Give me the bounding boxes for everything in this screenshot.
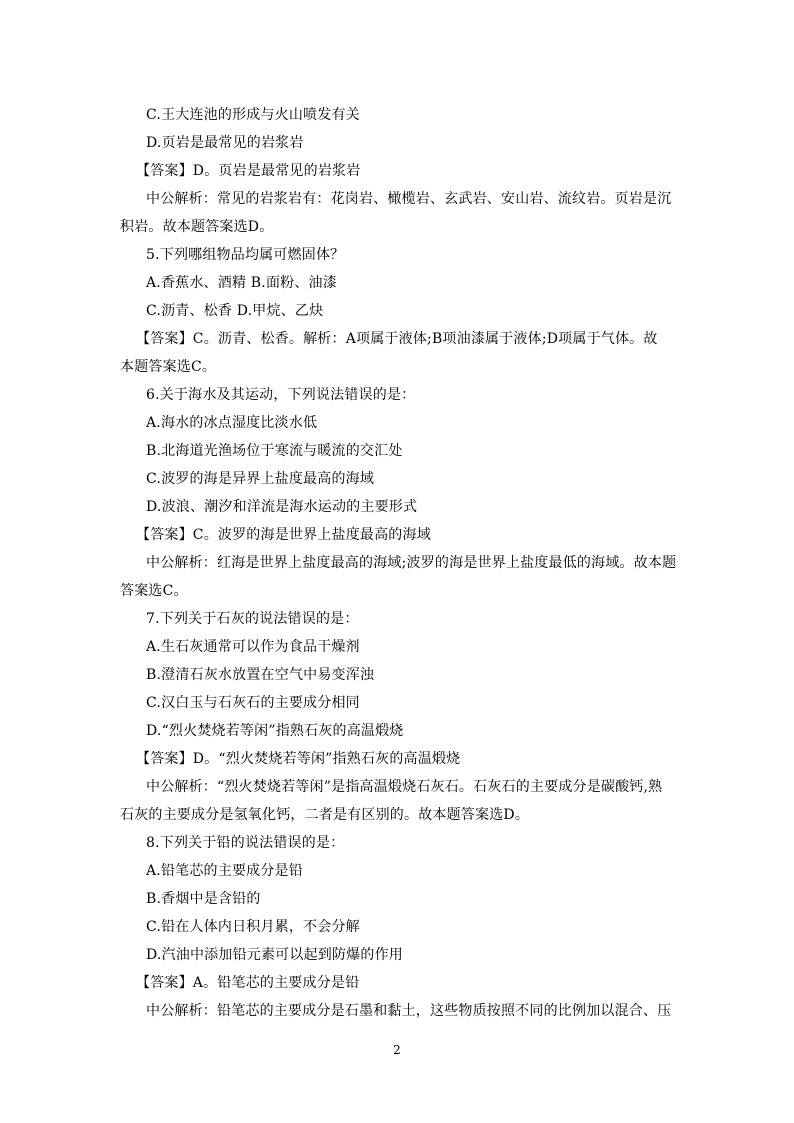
option-d-q6: D.波浪、潮汐和洋流是海水运动的主要形式 (146, 499, 418, 515)
analysis-q7-line1: 中公解析：“烈火焚烧若等闲”是指高温煅烧石灰石。石灰石的主要成分是碳酸钙,熟 (146, 779, 663, 795)
options-cd-q5: C.沥青、松香 D.甲烷、乙炔 (146, 303, 324, 319)
analysis-q4-line1: 中公解析：常见的岩浆岩有：花岗岩、橄榄岩、玄武岩、安山岩、流纹岩。页岩是沉 (146, 191, 672, 207)
answer-q6: 【答案】C。波罗的海是世界上盐度最高的海域 (136, 527, 431, 543)
option-a-q8: A.铅笔芯的主要成分是铅 (146, 863, 303, 879)
option-b-q8: B.香烟中是含铅的 (146, 891, 261, 907)
option-c-q4: C.王大连池的形成与火山喷发有关 (146, 107, 360, 123)
question-5: 5.下列哪组物品均属可燃固体？ (146, 247, 345, 263)
option-b-q7: B.澄清石灰水放置在空气中易变浑浊 (146, 667, 375, 683)
option-c-q7: C.汉白玉与石灰石的主要成分相同 (146, 695, 360, 711)
question-6: 6.关于海水及其运动，下列说法错误的是： (146, 387, 416, 403)
option-c-q6: C.波罗的海是异界上盐度最高的海域 (146, 471, 375, 487)
option-d-q8: D.汽油中添加铅元素可以起到防爆的作用 (146, 947, 403, 963)
answer-q8: 【答案】A。铅笔芯的主要成分是铅 (136, 975, 360, 991)
analysis-q6-line2: 答案选C。 (120, 583, 188, 599)
answer-q4: 【答案】D。页岩是最常见的岩浆岩 (136, 163, 361, 179)
option-d-q4: D.页岩是最常见的岩浆岩 (146, 135, 304, 151)
options-ab-q5: A.香蕉水、酒精 B.面粉、油漆 (146, 275, 337, 291)
option-a-q6: A.海水的冰点湿度比淡水低 (146, 415, 318, 431)
answer-q7: 【答案】D。“烈火焚烧若等闲”指熟石灰的高温煅烧 (136, 751, 461, 767)
answer-q5-line2: 本题答案选C。 (120, 359, 217, 375)
page-number: 2 (393, 1043, 401, 1057)
analysis-q7-line2: 石灰的主要成分是氢氧化钙，二者是有区别的。故本题答案选D。 (120, 807, 530, 823)
analysis-q8-line1: 中公解析：铅笔芯的主要成分是石墨和黏土，这些物质按照不同的比例加以混合、压 (146, 1003, 672, 1019)
question-7: 7.下列关于石灰的说法错误的是： (146, 611, 359, 627)
option-a-q7: A.生石灰通常可以作为食品干燥剂 (146, 639, 360, 655)
analysis-q4-line2: 积岩。故本题答案选D。 (120, 219, 274, 235)
analysis-q6-line1: 中公解析：红海是世界上盐度最高的海域;波罗的海是世界上盐度最低的海域。故本题 (146, 555, 677, 571)
option-c-q8: C.铅在人体内日积月累，不会分解 (146, 919, 360, 935)
answer-q5-line1: 【答案】C。沥青、松香。解析：A项属于液体;B项油漆属于液体;D项属于气体。故 (136, 331, 658, 347)
option-b-q6: B.北海道光渔场位于寒流与暖流的交汇处 (146, 443, 403, 459)
option-d-q7: D.“烈火焚烧若等闲”指熟石灰的高温煅烧 (146, 723, 404, 739)
question-8: 8.下列关于铅的说法错误的是： (146, 835, 345, 851)
